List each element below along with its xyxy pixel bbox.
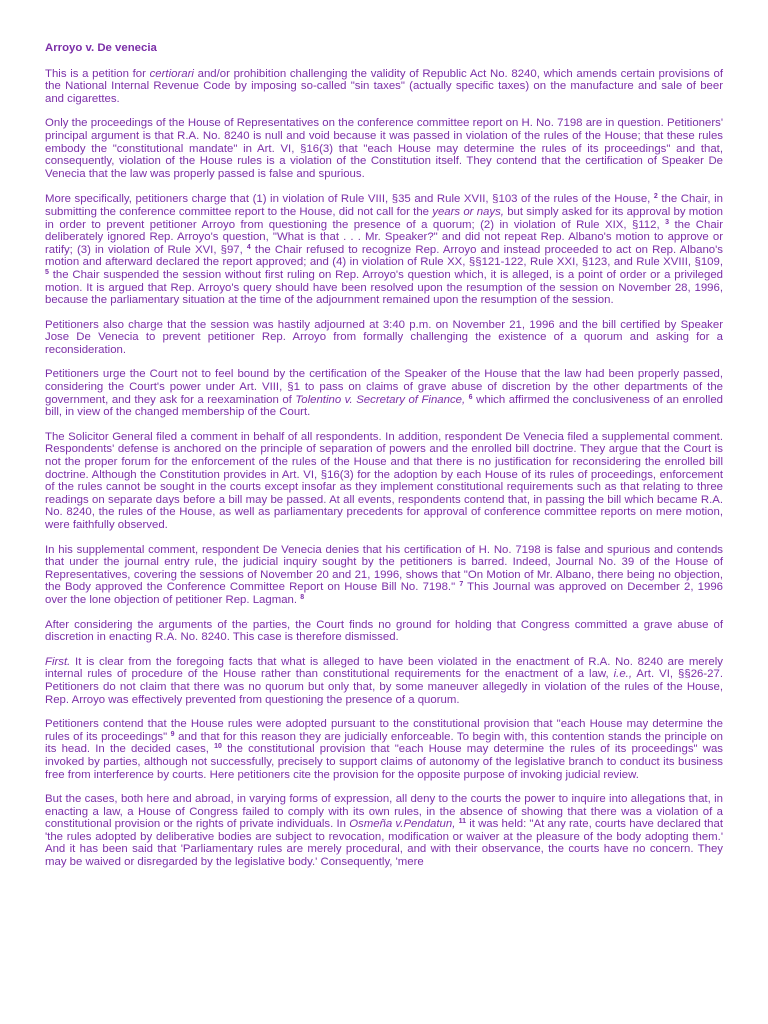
footnote-marker: 2 bbox=[653, 193, 658, 201]
footnote-marker: 3 bbox=[665, 218, 669, 226]
paragraph-text: In his supplemental comment, respondent De Venecia denies that his certification of H. No. 7198 is false and spurious and contends that under the journal entry rule, the judicial inquiry sought by the petitioners is barred. Indeed, Journal No. 39 of the House of Representatives, covering the sessions of November 20 and 21, 1996, shows that "On Motion of Mr. Albano, there being no objection, the Body approved the Conference Committee Report on House Bill No. 7198." bbox=[45, 543, 723, 594]
paragraph-text: Only the proceedings of the House of Representatives on the conference committee report on H. No. 7198 are in question. Petitioners' principal argument is that R.A. No. 8240 is null and void because it was passed in violation of the rules of the House; that these rules embody the "constitutional mandate" in Art. VI, §16(3) that "each House may determine the rules of its proceedings" and that, consequently, violation of the House rules is a violation of the Constitution itself. They contend that the certification of Speaker De Venecia that the law was properly passed is false and spurious. bbox=[45, 117, 723, 180]
footnote-marker: 6 bbox=[468, 393, 473, 401]
italic-text: Tolentino v. Secretary of Finance, bbox=[295, 393, 466, 406]
italic-text: years or nays, bbox=[432, 205, 504, 218]
footnote-marker: 5 bbox=[45, 268, 49, 276]
document-paragraph bbox=[45, 117, 723, 180]
italic-text: Osmeña v.Pendatun, bbox=[349, 818, 456, 831]
document-title: Arroyo v. De venecia bbox=[45, 42, 157, 54]
document-paragraph bbox=[45, 431, 723, 532]
paragraph-text: it was held: "At any rate, courts have declared that 'the rules adopted by deliberative bodies are subject to revocation, modification or waiver at the pleasure of the body adopting them.' And it has been said that 'Parliamentary rules are merely procedural, and with their observance, the courts have no concern. They may be waived or disregarded by the legislative body.' Consequently, 'mere bbox=[45, 818, 723, 869]
footnote-marker: 9 bbox=[170, 730, 175, 738]
footnote-marker: 11 bbox=[458, 818, 466, 826]
paragraph-text: the Chair refused to recognize Rep. Arroyo and instead proceeded to act on Rep. Albano's motion and afterward declared the report approved; and (4) in violation of Rule XX, §§121-122, Rule XXI, §123, and Rule XVIII, §109, bbox=[45, 243, 723, 269]
paragraph-text: the Chair suspended the session without first ruling on Rep. Arroyo's question which, it is alleged, is a point of order or a privileged motion. It is argued that Rep. Arroyo's query should have been resolved upon the resumption of the session on November 28, 1996, because the parliamentary situation at the time of the adjournment remained upon the resumption of the session. bbox=[45, 268, 723, 307]
footnote-marker: 10 bbox=[214, 743, 222, 751]
paragraph-text: More specifically, petitioners charge that (1) in violation of Rule VIII, §35 and Rule XVII, §103 of the rules of the House, bbox=[45, 193, 654, 206]
paragraph-text: The Solicitor General filed a comment in behalf of all respondents. In addition, respondent De Venecia filed a supplemental comment. Respondents' defense is anchored on the principle of separation of powers and the enrolled bill doctrine. They argue that the Court is not the proper forum for the enforcement of the rules of the House and that there is no justification for reconsidering the enrolled bill doctrine. Although the Constitution provides in Art. VI, §16(3) for the adoption by each House of its rules of proceedings, enforcement of the rules cannot be sought in the courts except insofar as they implement constitutional requirements such as that relating to three readings on separate days before a bill may be passed. At all events, respondents contend that, in passing the bill which became R.A. No. 8240, the rules of the House, as well as parliamentary precedents for approval of conference committee reports on mere motion, were faithfully observed. bbox=[45, 430, 723, 531]
italic-text: certiorari bbox=[149, 67, 194, 80]
document-page bbox=[45, 42, 723, 881]
paragraph-text: and/or prohibition challenging the validity of Republic Act No. 8240, which amends certain provisions of the National Internal Revenue Code by imposing so-called "sin taxes" (actually specific taxes) on the manufacture and sale of beer and cigarettes. bbox=[45, 67, 723, 105]
paragraph-text: which affirmed the conclusiveness of an enrolled bill, in view of the changed membership of the Court. bbox=[45, 393, 723, 419]
paragraph-text: This is a petition for bbox=[45, 67, 150, 80]
footnote-marker: 7 bbox=[459, 581, 464, 589]
document-paragraph bbox=[45, 193, 723, 306]
paragraph-text: the Chair, in submitting the conference committee report to the House, did not call for the bbox=[45, 193, 723, 218]
document-paragraph bbox=[45, 793, 723, 869]
document-paragraph bbox=[45, 319, 723, 357]
footnote-marker: 4 bbox=[246, 243, 251, 251]
paragraph-text: It is clear from the foregoing facts that what is alleged to have been violated in the enactment of R.A. No. 8240 are merely internal rules of procedure of the House rather than constitutional requirements for the enactment of a law, bbox=[45, 655, 723, 681]
document-body bbox=[45, 68, 723, 869]
italic-text: First. bbox=[45, 655, 71, 668]
paragraph-text: but simply asked for its approval by motion in order to prevent petitioner Arroyo from questioning the presence of a quorum; (2) in violation of Rule XIX, §112, bbox=[45, 205, 723, 231]
footnote-marker: 8 bbox=[300, 593, 305, 601]
paragraph-text: Petitioners also charge that the session was hastily adjourned at 3:40 p.m. on November 21, 1996 and the bill certified by Speaker Jose De Venecia to prevent petitioner Rep. Arroyo from formally challenging the existence of a quorum and asking for a reconsideration. bbox=[45, 318, 723, 356]
paragraph-text: Petitioners urge the Court not to feel bound by the certification of the Speaker of the House that the law had been properly passed, considering the Court's power under Art. VIII, §1 to pass on claims of grave abuse of discretion by the other departments of the government, and they ask for a reexamination of bbox=[45, 368, 723, 406]
paragraph-text: the Chair deliberately ignored Rep. Arroyo's question, "What is that . . . Mr. Speaker?" and did not repeat Rep. Albano's motion to approve or ratify; (3) in violation of Rule XVI, §97, bbox=[45, 218, 723, 256]
document-paragraph bbox=[45, 368, 723, 418]
paragraph-text: After considering the arguments of the parties, the Court finds no ground for holding that Congress committed a grave abuse of discretion in enacting R.A. No. 8240. This case is therefore dismissed. bbox=[45, 618, 723, 644]
document-paragraph bbox=[45, 619, 723, 644]
paragraph-text: This Journal was approved on December 2, 1996 over the lone objection of petitioner Rep. Lagman. bbox=[45, 581, 724, 606]
document-paragraph bbox=[45, 718, 723, 781]
document-paragraph bbox=[45, 656, 723, 706]
document-paragraph bbox=[45, 68, 723, 106]
italic-text: i.e., bbox=[613, 668, 633, 681]
paragraph-text: and that for this reason they are judicially enforceable. To begin with, this contention stands the principle on its head. In the decided cases, bbox=[45, 730, 723, 756]
document-paragraph bbox=[45, 544, 723, 607]
paragraph-text: Petitioners contend that the House rules were adopted pursuant to the constitutional provision that "each House may determine the rules of its proceedings" bbox=[45, 718, 723, 743]
paragraph-text: But the cases, both here and abroad, in varying forms of expression, all deny to the courts the power to inquire into allegations that, in enacting a law, a House of Congress failed to comply with its own rules, in the absence of showing that there was a violation of a constitutional provision or the rights of private individuals. In bbox=[45, 793, 723, 831]
paragraph-text: the constitutional provision that "each House may determine the rules of its proceedings" was invoked by parties, although not successfully, precisely to support claims of autonomy of the legislative branch to conduct its business free from interference by courts. Here petitioners cite the provision for the opposite purpose of invoking judicial review. bbox=[45, 743, 723, 781]
paragraph-text: Art. VI, §§26-27. Petitioners do not claim that there was no quorum but only that, by some maneuver allegedly in violation of the rules of the House, Rep. Arroyo was effectively prevented from questioning the presence of a quorum. bbox=[45, 668, 723, 706]
